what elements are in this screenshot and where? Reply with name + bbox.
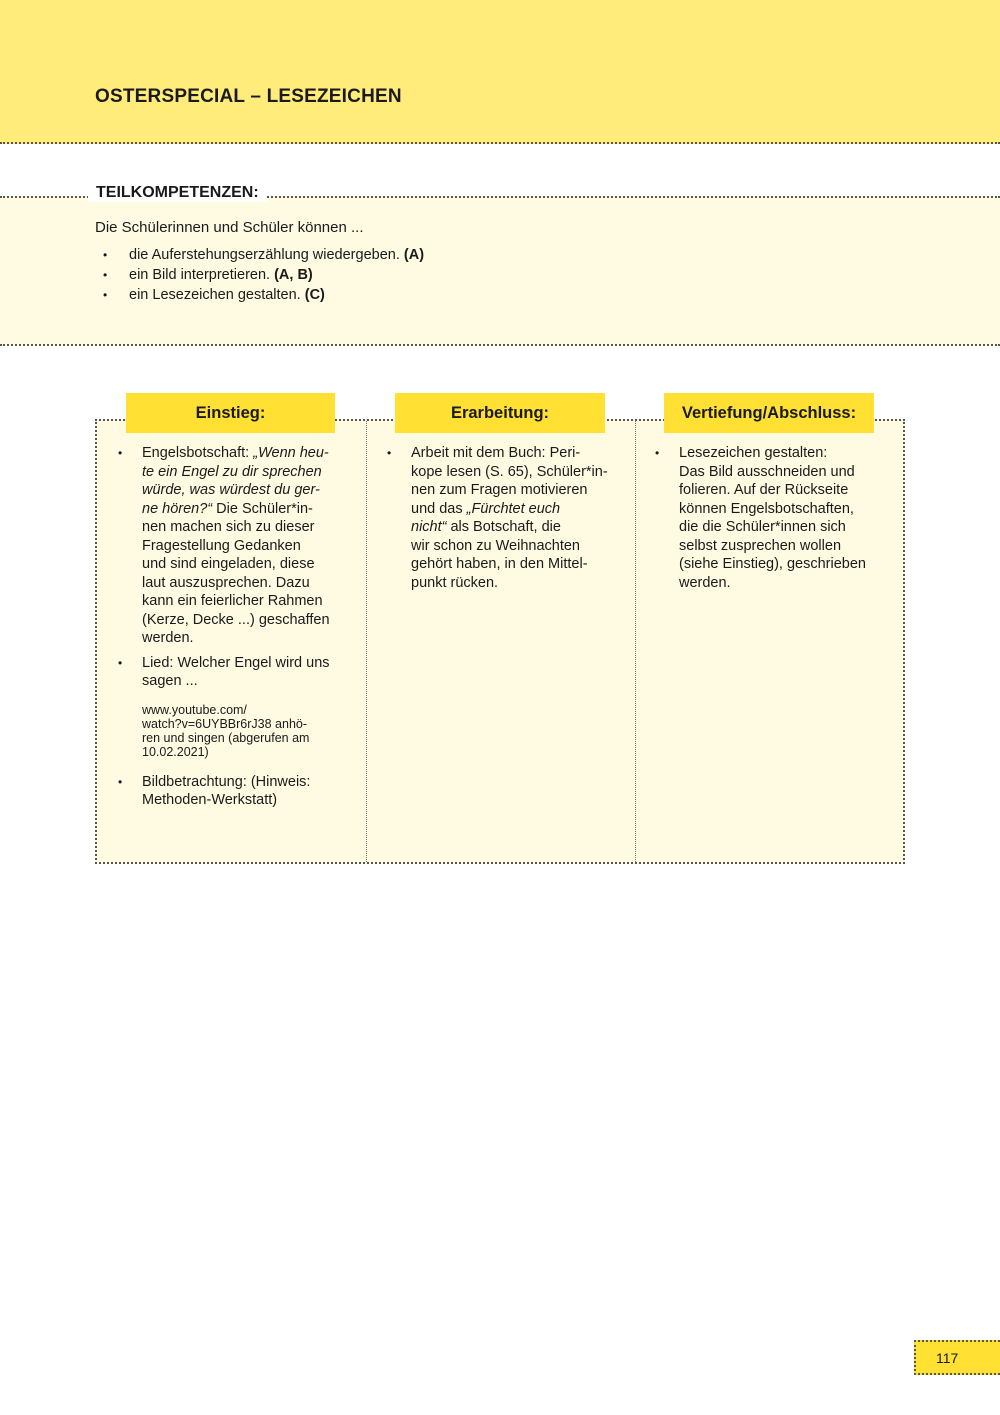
- phase-label-vertiefung: Vertiefung/Abschluss:: [664, 393, 874, 433]
- phase-column-vertiefung: [655, 444, 895, 598]
- list-item: • die Auferstehungserzählung wiedergeben. (A): [95, 245, 424, 265]
- page-number: 117: [914, 1340, 1000, 1375]
- phase-column-einstieg: [118, 444, 358, 816]
- list-item: • ein Bild interpretieren. (A, B): [95, 265, 424, 285]
- list-item: • Engelsbotschaft: „Wenn heu- te ein Engel zu dir sprechen würde, was würdest du ger- ne hören?“ Die Schüler*in- nen machen sich zu dieser Fragestellung Gedanken und sind eingeladen, diese laut auszusprechen. Dazu kann ein feierlicher Rahmen (Kerze, Decke ...) geschaffen werden.: [118, 444, 358, 648]
- phase-label-erarbeitung: Erarbeitung:: [395, 393, 605, 433]
- phase-column-erarbeitung: [387, 444, 627, 598]
- song-link-note: www.youtube.com/ watch?v=6UYBBr6rJ38 anhö- ren und singen (abgerufen am 10.02.2021): [142, 703, 358, 759]
- list-item: • Lesezeichen gestalten: Das Bild ausschneiden und folieren. Auf der Rückseite können Engelsbotschaften, die die Schüler*innen sich selbst zusprechen wollen (siehe Einstieg), geschrieben werden.: [655, 444, 895, 592]
- phase-label-einstieg: Einstieg:: [126, 393, 335, 433]
- list-item: • ein Lesezeichen gestalten. (C): [95, 285, 424, 305]
- column-divider: [635, 421, 636, 862]
- column-divider: [366, 421, 367, 862]
- competencies-intro: Die Schülerinnen und Schüler können ...: [95, 219, 364, 236]
- competencies-list: [95, 245, 424, 305]
- song-link[interactable]: www.youtube.com/: [142, 702, 247, 717]
- page-title: OSTERSPECIAL – LESEZEICHEN: [95, 86, 402, 107]
- list-item: • Bildbetrachtung: (Hinweis: Methoden-Werkstatt): [118, 773, 358, 810]
- header-band: [0, 0, 1000, 144]
- competencies-heading: TEILKOMPETENZEN:: [88, 184, 267, 202]
- list-item: • Lied: Welcher Engel wird uns sagen ... www.youtube.com/ watch?v=6UYBBr6rJ38 anhö- ren und singen (abgerufen am 10.02.2021): [118, 654, 358, 759]
- list-item: • Arbeit mit dem Buch: Peri- kope lesen (S. 65), Schüler*in- nen zum Fragen motivieren und das „Fürchtet euch nicht“ als Botschaft, die wir schon zu Weihnachten gehört haben, in den Mittel- punkt rücken.: [387, 444, 627, 592]
